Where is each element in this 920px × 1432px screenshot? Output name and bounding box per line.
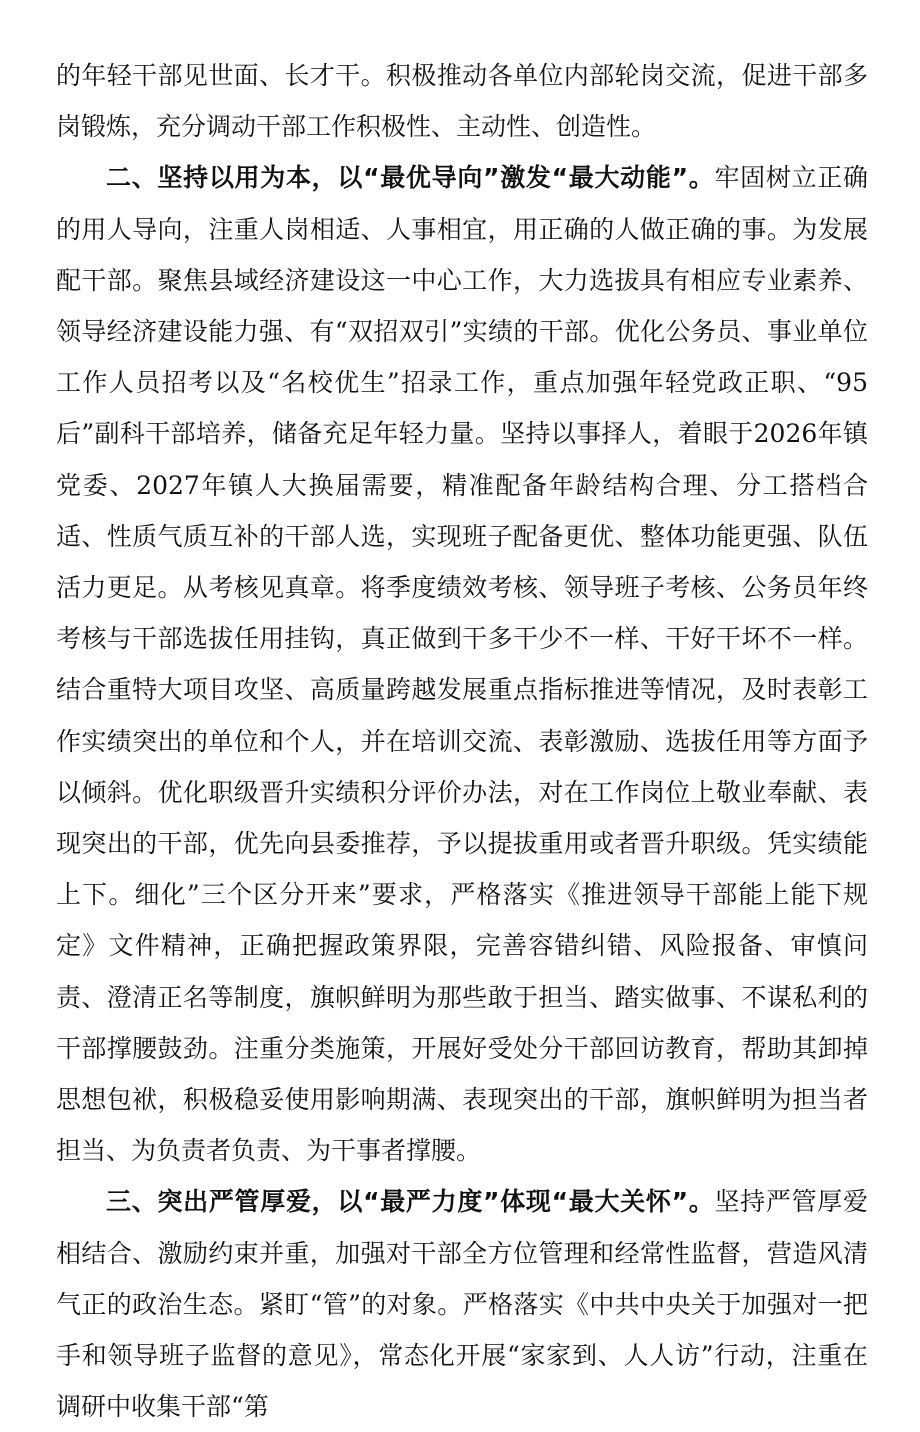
document-page — [56, 50, 868, 1432]
paragraph-body: 坚持严管厚爱相结合、激励约束并重，加强对干部全方位管理和经常性监督，营造风清气正的政治生态。紧盯“管”的对象。严格落实《中共中央关于加强对一把手和领导班子监督的意见》，常态化开展“家家到、人人访”行动，注重在调研中收集干部“第 — [56, 1187, 868, 1422]
paragraph-continuation — [56, 50, 868, 152]
section-heading: 二、坚持以用为本，以“最优导向”激发“最大动能”。 — [106, 163, 715, 193]
paragraph-section-3 — [56, 1176, 868, 1432]
paragraph-section-2 — [56, 152, 868, 1176]
paragraph-body: 牢固树立正确的用人导向，注重人岗相适、人事相宜，用正确的人做正确的事。为发展配干部。聚焦县域经济建设这一中心工作，大力选拔具有相应专业素养、领导经济建设能力强、有“双招双引”实绩的干部。优化公务员、事业单位工作人员招考以及“名校优生”招录工作，重点加强年轻党政正职、“95后”副科干部培养，储备充足年轻力量。坚持以事择人，着眼于2026年镇党委、2027年镇人大换届需要，精准配备年龄结构合理、分工搭档合适、性质气质互补的干部人选，实现班子配备更优、整体功能更强、队伍活力更足。从考核见真章。将季度绩效考核、领导班子考核、公务员年终考核与干部选拔任用挂钩，真正做到干多干少不一样、干好干坏不一样。结合重特大项目攻坚、高质量跨越发展重点指标推进等情况，及时表彰工作实绩突出的单位和个人，并在培训交流、表彰激励、选拔任用等方面予以倾斜。优化职级晋升实绩积分评价办法，对在工作岗位上敬业奉献、表现突出的干部，优先向县委推荐，予以提拔重用或者晋升职级。凭实绩能上下。细化”三个区分开来”要求，严格落实《推进领导干部能上能下规定》文件精神，正确把握政策界限，完善容错纠错、风险报备、审慎问责、澄清正名等制度，旗帜鲜明为那些敢于担当、踏实做事、不谋私利的干部撑腰鼓劲。注重分类施策，开展好受处分干部回访教育，帮助其卸掉思想包袱，积极稳妥使用影响期满、表现突出的干部，旗帜鲜明为担当者担当、为负责者负责、为干事者撑腰。 — [56, 163, 868, 1166]
section-heading: 三、突出严管厚爱，以“最严力度”体现“最大关怀”。 — [106, 1187, 715, 1217]
paragraph-body: 的年轻干部见世面、长才干。积极推动各单位内部轮岗交流，促进干部多岗锻炼，充分调动干部工作积极性、主动性、创造性。 — [56, 61, 868, 142]
